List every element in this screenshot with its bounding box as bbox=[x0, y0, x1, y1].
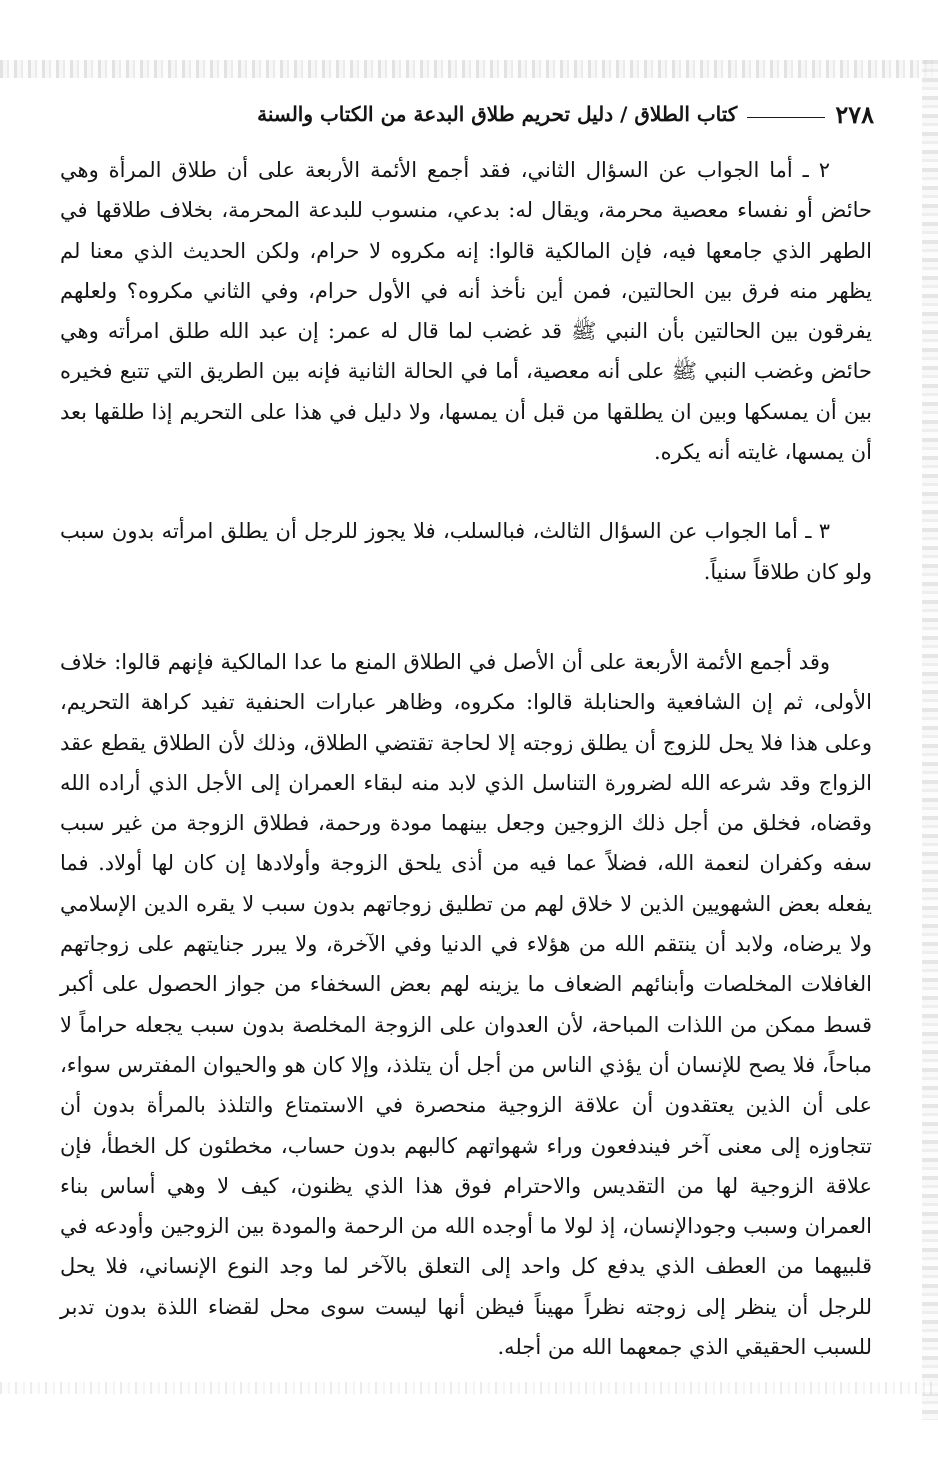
paragraph-gap bbox=[60, 472, 872, 511]
scan-edge-bottom bbox=[0, 1382, 938, 1394]
page-number: ٢٧٨ bbox=[835, 99, 874, 129]
running-title: كتاب الطلاق / دليل تحريم طلاق البدعة من الكتاب والسنة bbox=[257, 102, 738, 126]
paragraph-consensus: وقد أجمع الأئمة الأربعة على أن الأصل في الطلاق المنع ما عدا المالكية فإنهم قالوا: خلاف الأولى، ثم إن الشافعية والحنابلة قالوا: مكروه، وظاهر عبارات الحنفية تفيد كراهة التحريم، وعلى هذا فلا يحل للزوج أن يطلق زوجته إلا لحاجة تقتضي الطلاق، وذلك لأن الطلاق يقطع عقد الزواج وقد شرعه الله لضرورة التناسل الذي لابد منه لبقاء العمران إلى الأجل الذي أراده الله وقضاه، فخلق من أجل ذلك الزوجين وجعل بينهما مودة ورحمة، فطلاق الزوجة من غير سبب سفه وكفران لنعمة الله، فضلاً عما فيه من أذى يلحق الزوجة وأولادها إن كان لها أولاد. فما يفعله بعض الشهويين الذين لا خلاق لهم من تطليق زوجاتهم بدون سبب لا يقره الدين الإسلامي ولا يرضاه، ولابد أن ينتقم الله من هؤلاء في الدنيا وفي الآخرة، ولا يبرر جنايتهم على زوجاتهم الغافلات المخلصات وأبنائهم الضعاف ما يزينه لهم بعض السخفاء من جواز الحصول على أكبر قسط ممكن من اللذات المباحة، لأن العدوان على الزوجة المخلصة بدون سبب يجعله حراماً لا مباحاً، فلا يصح للإنسان أن يؤذي الناس من أجل أن يتلذذ، وإلا كان هو والحيوان المفترس سواء، على أن الذين يعتقدون أن علاقة الزوجية منحصرة في الاستمتاع والتلذذ بالمرأة بدون أن تتجاوزه إلى معنى آخر فيندفعون وراء شهواتهم كالبهم بدون حساب، مخطئون كل الخطأ، فإن علاقة الزوجية لها من التقديس والاحترام فوق هذا الذي يظنون، كيف لا وهي أساس بناء العمران وسبب وجودالإنسان، إذ لولا ما أوجده الله من الرحمة والمودة بين الزوجين وأودعه في قلبيهما من العطف الذي يدفع كل واحد إلى التعلق بالآخر لما وجد النوع الإنساني، فلا يحل للرجل أن ينظر إلى زوجته نظراً مهيناً فيظن أنها ليست سوى محل لقضاء اللذة بدون تدبر للسبب الحقيقي الذي جمعهما الله من أجله. bbox=[60, 649, 872, 1360]
paragraph-answer-three: ٣ ـ أما الجواب عن السؤال الثالث، فبالسلب، فلا يجوز للرجل أن يطلق امرأته بدون سبب ولو كان طلاقاً سنياً. bbox=[60, 519, 872, 584]
page-body bbox=[60, 150, 872, 1367]
header-rule bbox=[747, 117, 825, 118]
scan-edge-top bbox=[0, 60, 938, 78]
paragraph-gap bbox=[60, 592, 872, 642]
page-header bbox=[34, 96, 874, 132]
scan-edge-right bbox=[922, 60, 938, 1420]
paragraph-answer-two: ٢ ـ أما الجواب عن السؤال الثاني، فقد أجمع الأئمة الأربعة على أن طلاق المرأة وهي حائض أو نفساء معصية محرمة، ويقال له: بدعي، منسوب للبدعة المحرمة، بخلاف طلاقها في الطهر الذي جامعها فيه، فإن المالكية قالوا: إنه مكروه لا حرام، ولكن الحديث الذي معنا لم يظهر منه فرق بين الحالتين، فمن أين نأخذ أنه في الأول حرام، وفي الثاني مكروه؟ ولعلهم يفرقون بين الحالتين بأن النبي ﷺ قد غضب لما قال له عمر: إن عبد الله طلق امرأته وهي حائض وغضب النبي ﷺ على أنه معصية، أما في الحالة الثانية فإنه بين الطريق التي تتبع فخيره بين أن يمسكها وبين ان يطلقها من قبل أن يمسها، ولا دليل في هذا على التحريم إذا طلقها بعد أن يمسها، غايته أنه يكره. bbox=[60, 158, 872, 465]
